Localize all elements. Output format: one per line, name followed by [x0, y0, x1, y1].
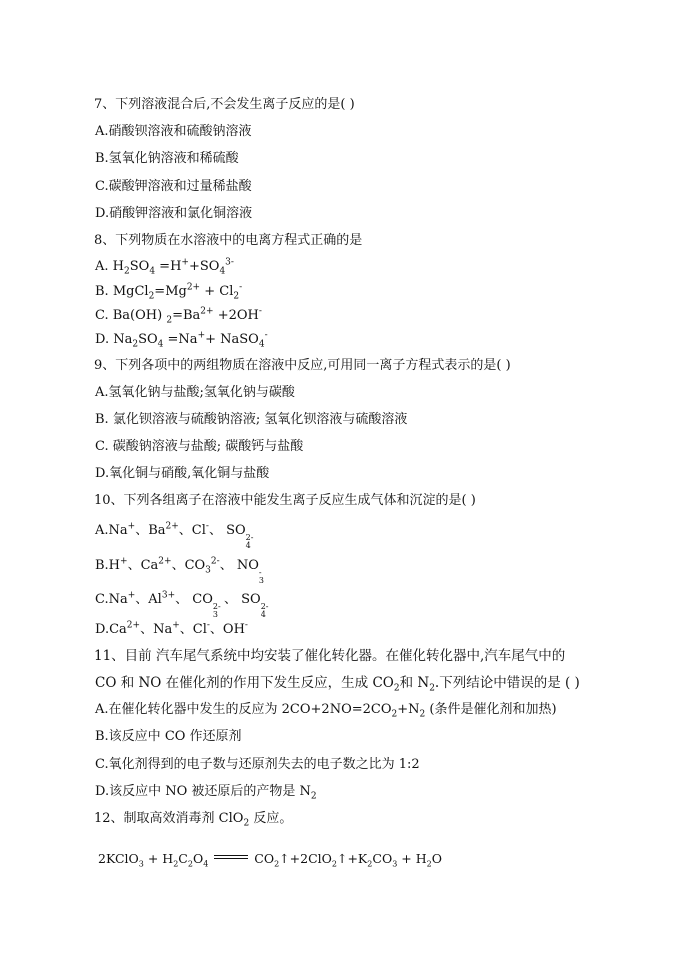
question-7-option-d: D.硝酸钾溶液和氯化铜溶液 — [95, 206, 253, 221]
question-9-option-d: D.氧化铜与硝酸,氧化铜与盐酸 — [95, 466, 270, 481]
question-10-option-c: C.Na+、$Al^{3+}$、 CO 2- 3 、 SO 2- 4 — [95, 590, 269, 619]
question-12-stem: 12、制取高效消毒剂 ClO$_2$ 反应。 — [94, 811, 293, 829]
question-10-option-a: A.Na+、$Ba^{2+}$、Cl-、 SO 2- 4 — [95, 521, 254, 550]
question-11-option-d: D.该反应中 NO 被还原后的产物是 $N_2$ — [95, 784, 317, 802]
question-8-option-a: A. $H_2SO_4 =H^++SO_4^{3-}$ — [95, 257, 234, 277]
question-9-option-b: B. 氯化钡溶液与硫酸钠溶液; 氢氧化钡溶液与硫酸溶液 — [95, 412, 408, 427]
question-10-stem: 10、下列各组离子在溶液中能发生离子反应生成气体和沉淀的是( ) — [94, 493, 476, 508]
reaction-equation: 2KClO$_3$ + $H_2C_2O_4$ $CO_2↑+2ClO_2↑+K_2CO_3 + H_2O$ — [98, 851, 442, 869]
question-9-option-c: C. 碳酸钠溶液与盐酸; 碳酸钙与盐酸 — [95, 439, 304, 454]
question-10-option-d: $D.Ca^{2+}$、Na+、Cl-、OH- — [95, 620, 248, 637]
question-11-stem-line2: CO 和 NO 在催化剂的作用下发生反应，生成 $CO_2$和 $N_2$.下列结论中错误的是 ( ) — [95, 675, 580, 694]
question-11-option-a: A.在催化转化器中发生的反应为 $2CO+2NO=2CO_2+N_2$ (条件是催化剂和加热) — [95, 702, 557, 720]
question-7-option-b: B.氢氧化钠溶液和稀硫酸 — [95, 151, 239, 166]
question-10-option-b: B.H+、$Ca^{2+}$、$CO_3^{2-}$、 NO - 3 — [95, 556, 264, 585]
question-9-option-a: A.氢氧化钠与盐酸;氢氧化钠与碳酸 — [95, 385, 295, 400]
question-11-stem-line1: 11、目前 汽车尾气系统中均安装了催化转化器。在催化转化器中,汽车尾气中的 — [94, 648, 566, 664]
question-11-option-c: C.氧化剂得到的电子数与还原剂失去的电子数之比为 1:2 — [95, 757, 420, 772]
question-7-option-c: C.碳酸钾溶液和过量稀盐酸 — [95, 179, 252, 194]
question-7-stem: 7、下列溶液混合后,不会发生离子反应的是( ) — [94, 97, 355, 112]
question-7-option-a: A.硝酸钡溶液和硫酸钠溶液 — [95, 124, 252, 139]
question-8-option-c: C. Ba(OH) $_2=Ba^{2+} +2OH^-$ — [95, 306, 262, 326]
question-8-option-b: B. $MgCl_2=Mg^{2+} + Cl_2^-$ — [95, 282, 243, 302]
question-9-stem: 9、下列各项中的两组物质在溶液中反应,可用同一离子方程式表示的是( ) — [94, 358, 511, 373]
question-11-option-b: B.该反应中 CO 作还原剂 — [95, 729, 242, 744]
question-8-stem: 8、下列物质在水溶液中的电离方程式正确的是 — [94, 233, 363, 248]
question-8-option-d: D. $Na_2SO_4 =Na^++$ NaSO$_4$- — [95, 330, 268, 350]
equation-arrow — [214, 855, 248, 859]
